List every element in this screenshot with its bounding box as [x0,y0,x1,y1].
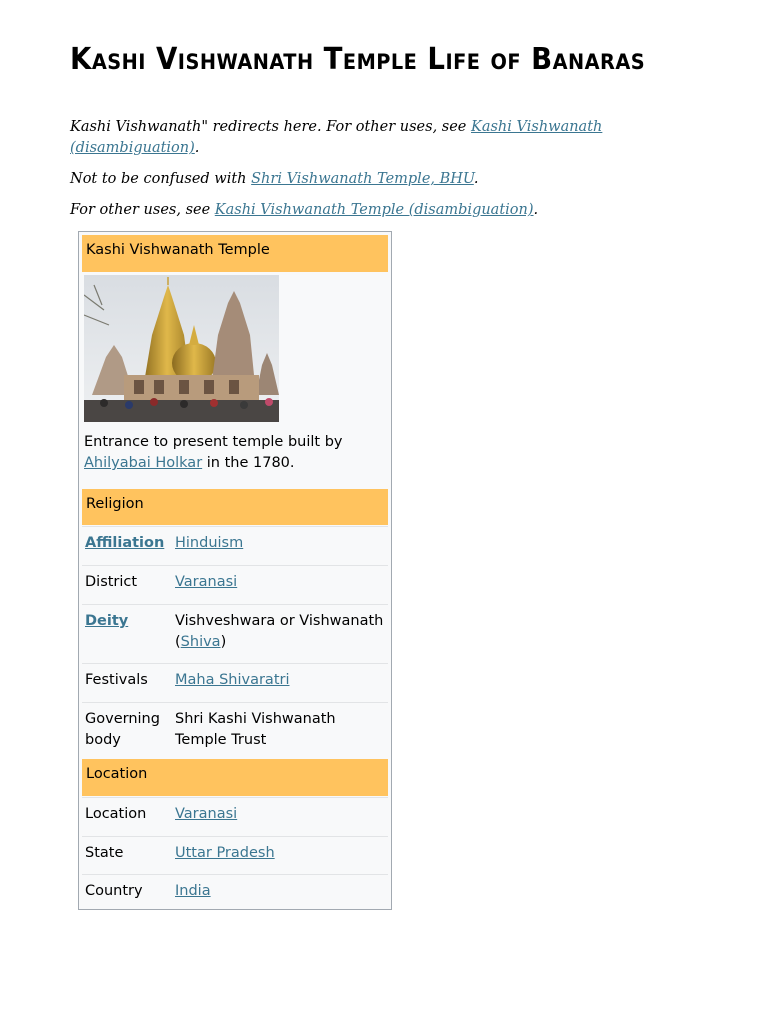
infobox-section-religion: Religion [82,489,388,525]
hatnote-other-uses: For other uses, see Kashi Vishwanath Temple (disambiguation). [70,202,539,218]
infobox-section-location: Location [82,759,388,796]
link-hinduism[interactable]: Hinduism [175,535,244,551]
photo-caption: Entrance to present temple built by Ahilyabai Holkar in the 1780. [84,434,343,471]
temple-photo[interactable] [84,275,279,422]
affiliation-value [175,533,384,554]
infobox-row-district [82,565,388,603]
hatnotes [70,117,630,231]
location-label: Location [85,806,147,822]
infobox-title: Kashi Vishwanath Temple [82,235,388,272]
link-ahilyabai-holkar[interactable]: Ahilyabai Holkar [84,455,203,471]
governing-body-label: Governing body [85,711,160,748]
hatnote-not-confused: Not to be confused with Shri Vishwanath Temple, BHU. [70,171,479,187]
affiliation-label [85,533,173,554]
link-kashi-vishwanath-temple-disambiguation[interactable]: Kashi Vishwanath Temple (disambiguation) [214,202,534,218]
deity-label [85,611,173,632]
infobox-row-affiliation [82,526,388,564]
link-varanasi-location[interactable]: Varanasi [175,806,238,822]
state-label: State [85,845,124,861]
infobox-row-festivals [82,663,388,701]
link-maha-shivaratri[interactable]: Maha Shivaratri [175,672,290,688]
district-value [175,572,384,593]
link-india[interactable]: India [175,883,211,899]
link-kashi-vishwanath-disambiguation[interactable]: Kashi Vishwanath (disambiguation) [70,119,603,156]
page-title: Kashi Vishwanath Temple Life of Banaras [70,42,646,77]
link-uttar-pradesh[interactable]: Uttar Pradesh [175,845,275,861]
hatnote-redirect: Kashi Vishwanath" redirects here. For other uses, see Kashi Vishwanath (disambiguation). [70,119,603,156]
location-value [175,804,384,825]
festivals-value [175,670,384,691]
deity-value: Vishveshwara or Vishwanath (Shiva) [175,613,384,650]
infobox-row-deity [82,604,388,662]
country-value [175,881,384,902]
link-shri-vishwanath-temple-bhu[interactable]: Shri Vishwanath Temple, BHU [251,171,474,187]
infobox-row-state [82,836,388,874]
link-varanasi-district[interactable]: Varanasi [175,574,238,590]
country-label: Country [85,883,143,899]
link-shiva[interactable]: Shiva [180,634,221,650]
link-affiliation[interactable]: Affiliation [85,535,165,551]
district-label: District [85,574,138,590]
infobox-row-governing-body [82,702,388,758]
link-deity[interactable]: Deity [85,613,129,629]
infobox-row-country [82,874,388,907]
state-value [175,843,384,864]
infobox-row-location [82,797,388,835]
governing-body-value: Shri Kashi Vishwanath Temple Trust [175,711,336,748]
festivals-label: Festivals [85,672,148,688]
